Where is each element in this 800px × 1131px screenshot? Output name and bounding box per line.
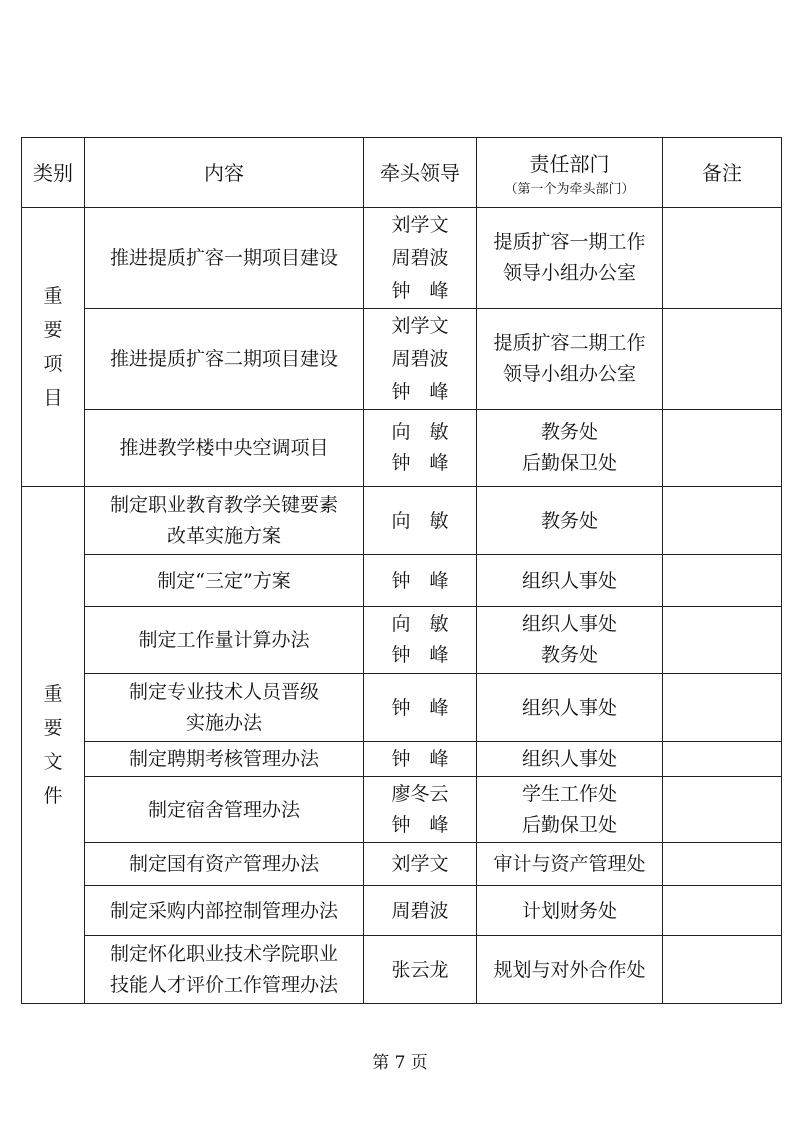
remark-cell bbox=[663, 487, 782, 555]
header-leader: 牵头领导 bbox=[364, 138, 477, 208]
dept-cell-line: 提质扩容二期工作 bbox=[493, 332, 646, 354]
category-char: 件 bbox=[43, 785, 63, 807]
leader-cell-line: 钟 峰 bbox=[391, 748, 449, 770]
leader-cell-line: 周碧波 bbox=[391, 246, 449, 269]
content-cell-line: 制定“三定”方案 bbox=[157, 569, 291, 592]
remark-cell bbox=[663, 410, 782, 487]
content-cell bbox=[85, 487, 364, 555]
leader-cell-line: 刘学文 bbox=[391, 853, 449, 875]
table-row bbox=[22, 886, 782, 936]
category-char: 要 bbox=[43, 319, 63, 341]
responsibility-table bbox=[21, 137, 782, 1004]
dept-cell-line: 教务处 bbox=[540, 644, 598, 666]
content-cell-line: 制定怀化职业技术学院职业 bbox=[109, 942, 338, 965]
leader-cell-line: 向 敏 bbox=[391, 509, 449, 532]
content-cell-line: 制定聘期考核管理办法 bbox=[128, 748, 319, 770]
content-cell bbox=[85, 843, 364, 886]
remark-cell bbox=[663, 208, 782, 309]
header-dept bbox=[477, 138, 663, 208]
remark-cell bbox=[663, 886, 782, 936]
content-cell-line: 技能人才评价工作管理办法 bbox=[109, 973, 338, 996]
leader-cell-line: 钟 峰 bbox=[391, 380, 449, 403]
content-cell-line: 制定职业教育教学关键要素 bbox=[109, 493, 338, 516]
dept-cell bbox=[477, 487, 663, 555]
dept-cell-line: 审计与资产管理处 bbox=[493, 853, 646, 875]
leader-cell-line: 张云龙 bbox=[391, 958, 449, 981]
remark-cell bbox=[663, 309, 782, 410]
dept-cell-line: 领导小组办公室 bbox=[502, 363, 636, 385]
category-char: 文 bbox=[43, 751, 63, 773]
remark-cell bbox=[663, 843, 782, 886]
dept-cell-line: 教务处 bbox=[540, 509, 598, 532]
leader-cell-line: 周碧波 bbox=[391, 899, 449, 922]
dept-cell-line: 领导小组办公室 bbox=[502, 262, 636, 284]
dept-cell-line: 组织人事处 bbox=[521, 696, 617, 719]
content-cell-line: 制定工作量计算办法 bbox=[138, 629, 310, 651]
dept-cell bbox=[477, 208, 663, 309]
content-cell-line: 制定国有资产管理办法 bbox=[128, 853, 319, 875]
dept-cell bbox=[477, 410, 663, 487]
remark-cell bbox=[663, 742, 782, 777]
remark-cell bbox=[663, 777, 782, 843]
leader-cell-line: 钟 峰 bbox=[391, 696, 449, 719]
content-cell-line: 制定宿舍管理办法 bbox=[147, 798, 300, 821]
leader-cell-line: 钟 峰 bbox=[391, 452, 449, 474]
dept-cell bbox=[477, 607, 663, 674]
dept-cell-line: 提质扩容一期工作 bbox=[493, 231, 646, 253]
leader-cell bbox=[364, 742, 477, 777]
table-row bbox=[22, 607, 782, 674]
leader-cell bbox=[364, 843, 477, 886]
dept-cell-line: 组织人事处 bbox=[521, 748, 617, 770]
content-cell-line: 推进提质扩容一期项目建设 bbox=[109, 247, 338, 269]
leader-cell bbox=[364, 487, 477, 555]
page-number: 第 7 页 bbox=[372, 1053, 428, 1073]
header-category: 类别 bbox=[22, 138, 85, 208]
content-cell-line: 推进提质扩容二期项目建设 bbox=[109, 348, 338, 370]
leader-cell bbox=[364, 674, 477, 742]
table-row bbox=[22, 777, 782, 843]
category-char: 重 bbox=[43, 285, 63, 307]
leader-cell bbox=[364, 886, 477, 936]
leader-cell-line: 钟 峰 bbox=[391, 644, 449, 666]
leader-cell bbox=[364, 777, 477, 843]
dept-cell-line: 组织人事处 bbox=[521, 569, 617, 592]
remark-cell bbox=[663, 674, 782, 742]
content-cell bbox=[85, 936, 364, 1004]
leader-cell-line: 刘学文 bbox=[391, 314, 449, 337]
leader-cell bbox=[364, 555, 477, 607]
leader-cell-line: 钟 峰 bbox=[391, 279, 449, 302]
leader-cell-line: 周碧波 bbox=[391, 347, 449, 370]
table-row bbox=[22, 843, 782, 886]
category-cell bbox=[22, 208, 85, 487]
dept-cell-line: 后勤保卫处 bbox=[521, 452, 617, 474]
content-cell bbox=[85, 674, 364, 742]
leader-cell-line: 向 敏 bbox=[391, 421, 449, 443]
header-dept-note: （第一个为牵头部门） bbox=[504, 181, 635, 197]
leader-cell bbox=[364, 309, 477, 410]
table-row bbox=[22, 309, 782, 410]
dept-cell bbox=[477, 309, 663, 410]
leader-cell bbox=[364, 410, 477, 487]
dept-cell bbox=[477, 886, 663, 936]
leader-cell bbox=[364, 208, 477, 309]
content-cell-line: 制定专业技术人员晋级 bbox=[128, 680, 319, 703]
category-char: 要 bbox=[43, 717, 63, 739]
header-remark: 备注 bbox=[663, 138, 782, 208]
remark-cell bbox=[663, 607, 782, 674]
dept-cell-line: 计划财务处 bbox=[521, 899, 617, 922]
dept-cell-line: 学生工作处 bbox=[521, 782, 617, 805]
leader-cell-line: 钟 峰 bbox=[391, 569, 449, 592]
dept-cell bbox=[477, 742, 663, 777]
dept-cell-line: 规划与对外合作处 bbox=[493, 958, 646, 981]
table-row bbox=[22, 410, 782, 487]
table-row bbox=[22, 555, 782, 607]
remark-cell bbox=[663, 555, 782, 607]
content-cell bbox=[85, 607, 364, 674]
category-char: 重 bbox=[43, 683, 63, 705]
content-cell bbox=[85, 309, 364, 410]
dept-cell-line: 组织人事处 bbox=[521, 613, 617, 635]
leader-cell-line: 钟 峰 bbox=[391, 813, 449, 836]
dept-cell bbox=[477, 555, 663, 607]
leader-cell-line: 向 敏 bbox=[391, 613, 449, 635]
content-cell bbox=[85, 777, 364, 843]
header-content: 内容 bbox=[85, 138, 364, 208]
dept-cell bbox=[477, 843, 663, 886]
category-cell bbox=[22, 487, 85, 1004]
header-dept-title: 责任部门 bbox=[529, 151, 610, 176]
dept-cell bbox=[477, 674, 663, 742]
leader-cell bbox=[364, 607, 477, 674]
remark-cell bbox=[663, 936, 782, 1004]
category-char: 项 bbox=[43, 353, 63, 375]
leader-cell bbox=[364, 936, 477, 1004]
content-cell bbox=[85, 886, 364, 936]
content-cell-line: 实施办法 bbox=[185, 711, 262, 734]
dept-cell bbox=[477, 936, 663, 1004]
content-cell-line: 改革实施方案 bbox=[166, 524, 281, 547]
leader-cell-line: 刘学文 bbox=[391, 213, 449, 236]
content-cell bbox=[85, 208, 364, 309]
table-row bbox=[22, 936, 782, 1004]
table-row bbox=[22, 674, 782, 742]
dept-cell-line: 后勤保卫处 bbox=[521, 813, 617, 836]
content-cell bbox=[85, 555, 364, 607]
table-row bbox=[22, 487, 782, 555]
content-cell bbox=[85, 410, 364, 487]
dept-cell-line: 教务处 bbox=[540, 421, 598, 443]
dept-cell bbox=[477, 777, 663, 843]
table-row bbox=[22, 742, 782, 777]
category-char: 目 bbox=[43, 387, 63, 409]
header-row bbox=[22, 138, 782, 208]
content-cell-line: 制定采购内部控制管理办法 bbox=[109, 899, 338, 922]
table-row bbox=[22, 208, 782, 309]
content-cell-line: 推进教学楼中央空调项目 bbox=[119, 437, 329, 459]
leader-cell-line: 廖冬云 bbox=[391, 782, 449, 805]
content-cell bbox=[85, 742, 364, 777]
